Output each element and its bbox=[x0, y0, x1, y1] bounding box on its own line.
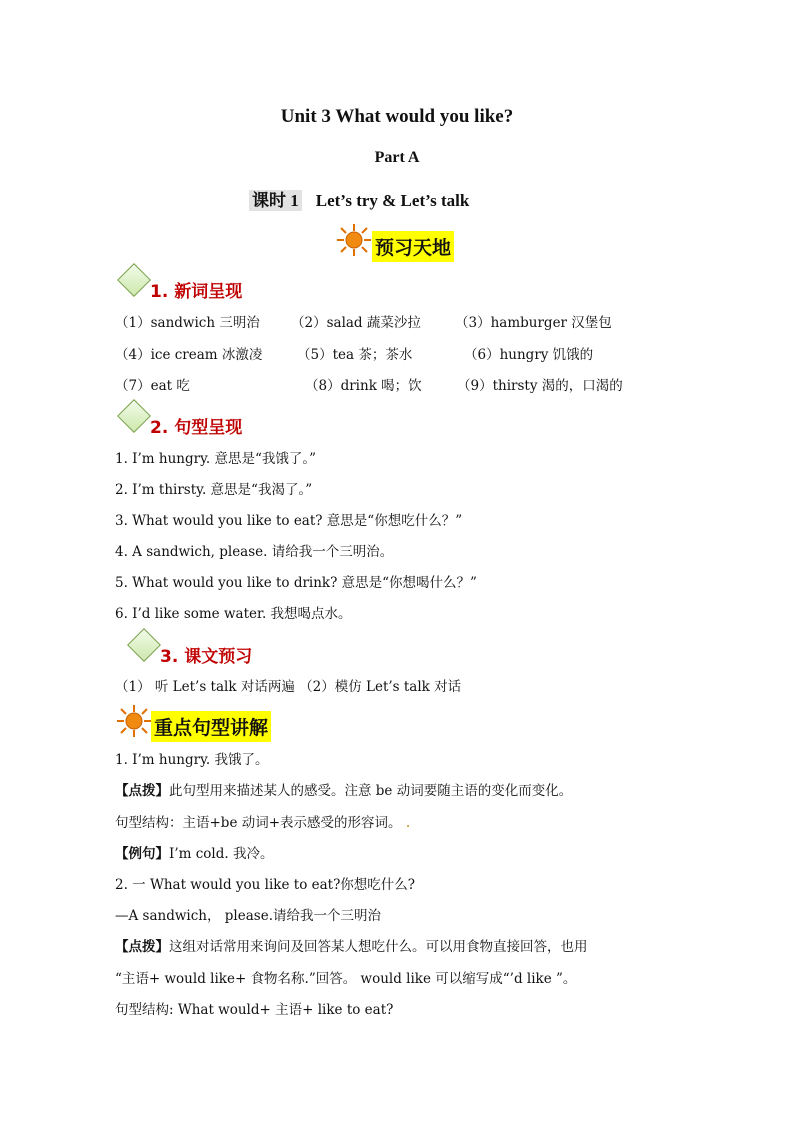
example-text: I’m cold. 我冷。 bbox=[169, 846, 274, 862]
diamond-icon bbox=[127, 628, 161, 662]
example-tag: 【例句】 bbox=[115, 846, 169, 862]
sun-icon bbox=[335, 222, 373, 258]
body-line: “主语+ would like+ 食物名称.”回答。 would like 可以缩写成“’d like ”。 bbox=[115, 971, 577, 987]
body-line: —A sandwich， please.请给我一个三明治 bbox=[115, 908, 381, 924]
sentence-line: 3. What would you like to eat? 意思是“你想吃什么？” bbox=[115, 513, 463, 529]
structure-text: 句型结构：主语+be 动词+表示感受的形容词。 bbox=[115, 815, 402, 831]
vocab-item: （2）salad 蔬菜沙拉 bbox=[291, 315, 421, 331]
structure-line: 句型结构: What would+ 主语+ like to eat? bbox=[115, 1002, 394, 1018]
part-heading: Part A bbox=[374, 149, 420, 166]
tip-line bbox=[115, 779, 572, 799]
key-sentences-banner: 重点句型讲解 bbox=[151, 711, 271, 742]
section-vocab-title: 1. 新词呈现 bbox=[150, 282, 243, 302]
preview-task-line: （1） 听 Let’s talk 对话两遍 （2）模仿 Let’s talk 对话 bbox=[115, 679, 462, 695]
diamond-icon bbox=[117, 399, 151, 433]
section-text-preview-title: 3. 课文预习 bbox=[160, 647, 253, 667]
lesson-subtitle: Let’s try & Let’s talk bbox=[315, 191, 470, 210]
page-title: Unit 3 What would you like? bbox=[280, 106, 514, 127]
vocab-item: （9）thirsty 渴的，口渴的 bbox=[457, 378, 623, 394]
lesson-heading bbox=[249, 186, 469, 211]
structure-line bbox=[115, 811, 410, 831]
sentence-line: 4. A sandwich, please. 请给我一个三明治。 bbox=[115, 544, 394, 560]
vocab-item: （8）drink 喝；饮 bbox=[305, 378, 422, 394]
tip-text: 这组对话常用来询问及回答某人想吃什么。可以用食物直接回答，也用 bbox=[169, 939, 588, 955]
vocab-item: （1）sandwich 三明治 bbox=[115, 315, 260, 331]
tip-line bbox=[115, 935, 588, 955]
vocab-item: （5）tea 茶；茶水 bbox=[297, 347, 413, 363]
vocab-item: （6）hungry 饥饿的 bbox=[464, 347, 594, 363]
tip-tag: 【点拨】 bbox=[115, 783, 169, 799]
tip-text: 此句型用来描述某人的感受。注意 be 动词要随主语的变化而变化。 bbox=[169, 783, 573, 799]
stray-dot: . bbox=[405, 815, 411, 831]
section-sentences-title: 2. 句型呈现 bbox=[150, 418, 243, 438]
sentence-line: 2. I’m thirsty. 意思是“我渴了。” bbox=[115, 482, 313, 498]
vocab-item: （7）eat 吃 bbox=[115, 378, 190, 394]
vocab-item: （3）hamburger 汉堡包 bbox=[455, 315, 612, 331]
example-line bbox=[115, 842, 273, 862]
sun-icon bbox=[115, 703, 153, 739]
tip-tag: 【点拨】 bbox=[115, 939, 169, 955]
sentence-line: 6. I’d like some water. 我想喝点水。 bbox=[115, 606, 352, 622]
preview-banner: 预习天地 bbox=[372, 231, 454, 262]
body-line: 2. 一 What would you like to eat?你想吃什么? bbox=[115, 877, 416, 893]
body-line: 1. I’m hungry. 我饿了。 bbox=[115, 752, 269, 768]
diamond-icon bbox=[117, 263, 151, 297]
vocab-item: （4）ice cream 冰激凌 bbox=[115, 347, 263, 363]
lesson-tag: 课时 1 bbox=[249, 190, 302, 211]
sentence-line: 1. I’m hungry. 意思是“我饿了。” bbox=[115, 451, 317, 467]
sentence-line: 5. What would you like to drink? 意思是“你想喝什么？” bbox=[115, 575, 477, 591]
